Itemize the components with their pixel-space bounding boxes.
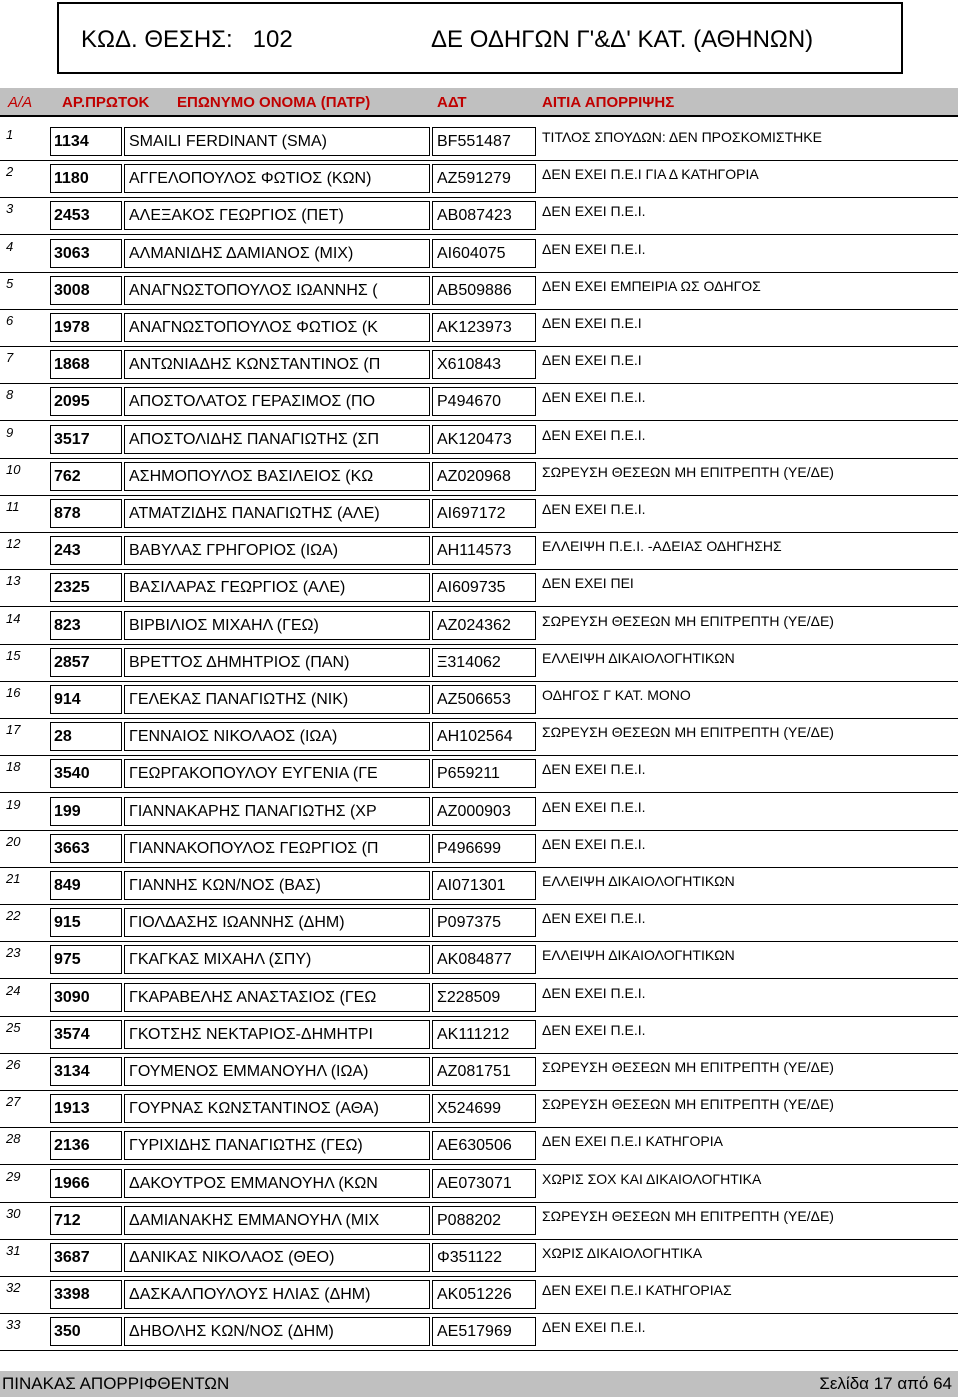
row-number: 33 (6, 1317, 21, 1333)
applicant-name: ΑΠΟΣΤΟΛΑΤΟΣ ΓΕΡΑΣΙΜΟΣ (ΠΟ (124, 387, 430, 416)
table-row (0, 794, 958, 831)
table-row (0, 1314, 958, 1351)
table-row (0, 942, 958, 979)
applicant-name: ΔΑΜΙΑΝΑΚΗΣ ΕΜΜΑΝΟΥΗΛ (ΜΙΧ (124, 1206, 430, 1235)
rejection-reason: ΣΩΡΕΥΣΗ ΘΕΣΕΩΝ ΜΗ ΕΠΙΤΡΕΠΤΗ (ΥΕ/ΔΕ) (538, 1057, 958, 1086)
row-number: 23 (6, 945, 21, 961)
id-number: ΑΙ604075 (432, 239, 536, 268)
footer (0, 1371, 958, 1397)
rejection-reason: ΔΕΝ ΕΧΕΙ Π.Ε.Ι. (538, 1020, 958, 1049)
protocol-number: 28 (50, 722, 122, 751)
protocol-number: 3398 (50, 1280, 122, 1309)
applicant-name: ΓΕΝΝΑΙΟΣ ΝΙΚΟΛΑΟΣ (ΙΩΑ) (124, 722, 430, 751)
row-number: 16 (6, 685, 21, 700)
applicant-name: SMAILI FERDINANT (SMA) (124, 127, 430, 156)
applicant-name: ΓΙΑΝΝΗΣ ΚΩΝ/ΝΟΣ (ΒΑΣ) (124, 871, 430, 900)
table-row (0, 831, 958, 868)
protocol-number: 2136 (50, 1131, 122, 1160)
applicant-name: ΓΙΑΝΝΑΚΟΠΟΥΛΟΣ ΓΕΩΡΓΙΟΣ (Π (124, 834, 430, 863)
applicant-name: ΔΑΚΟΥΤΡΟΣ ΕΜΜΑΝΟΥΗΛ (ΚΩΝ (124, 1169, 430, 1198)
row-number: 26 (6, 1057, 21, 1072)
applicant-name: ΓΚΑΓΚΑΣ ΜΙΧΑΗΛ (ΣΠΥ) (124, 945, 430, 974)
protocol-number: 3540 (50, 759, 122, 788)
row-number: 31 (6, 1243, 21, 1258)
header-reason: ΑΙΤΙΑ ΑΠΟΡΡΙΨΗΣ (542, 94, 675, 111)
id-number: ΑΙ071301 (432, 871, 536, 900)
rejection-reason: ΔΕΝ ΕΧΕΙ Π.Ε.Ι (538, 313, 958, 342)
rejection-reason: ΔΕΝ ΕΧΕΙ Π.Ε.Ι. (538, 797, 958, 826)
protocol-number: 2325 (50, 573, 122, 602)
table-row (0, 682, 958, 719)
applicant-name: ΓΙΑΝΝΑΚΑΡΗΣ ΠΑΝΑΓΙΩΤΗΣ (ΧΡ (124, 797, 430, 826)
row-number: 24 (6, 982, 21, 998)
protocol-number: 3134 (50, 1057, 122, 1086)
applicant-name: ΑΛΕΞΑΚΟΣ ΓΕΩΡΓΙΟΣ (ΠΕΤ) (124, 201, 430, 230)
id-number: ΑΒ087423 (432, 201, 536, 230)
protocol-number: 3663 (50, 834, 122, 863)
id-number: Φ351122 (432, 1243, 536, 1272)
id-number: ΑΚ111212 (432, 1020, 536, 1049)
protocol-number: 914 (50, 685, 122, 714)
id-number: ΑΖ506653 (432, 685, 536, 714)
id-number: Ρ097375 (432, 908, 536, 937)
rejection-reason: ΕΛΛΕΙΨΗ Π.Ε.Ι. -ΑΔΕΙΑΣ ΟΔΗΓΗΣΗΣ (538, 536, 958, 565)
table-row (0, 608, 958, 645)
rejection-reason: ΔΕΝ ΕΧΕΙ Π.Ε.Ι ΚΑΤΗΓΟΡΙΑΣ (538, 1280, 958, 1309)
protocol-number: 199 (50, 797, 122, 826)
rejection-reason: ΔΕΝ ΕΧΕΙ Π.Ε.Ι. (538, 1317, 958, 1346)
applicant-name: ΑΝΤΩΝΙΑΔΗΣ ΚΩΝΣΤΑΝΤΙΝΟΣ (Π (124, 350, 430, 379)
header-name: ΕΠΩΝΥΜΟ ΟΝΟΜΑ (ΠΑΤΡ) (177, 94, 371, 111)
footer-title: ΠΙΝΑΚΑΣ ΑΠΟΡΡΙΦΘΕΝΤΩΝ (2, 1374, 230, 1393)
table-row (0, 310, 958, 347)
id-number: Ρ494670 (432, 387, 536, 416)
applicant-name: ΒΙΡΒΙΛΙΟΣ ΜΙΧΑΗΛ (ΓΕΩ) (124, 611, 430, 640)
protocol-number: 3090 (50, 983, 122, 1012)
table-row (0, 1054, 958, 1091)
table-row (0, 533, 958, 570)
protocol-number: 823 (50, 611, 122, 640)
rejection-reason: ΤΙΤΛΟΣ ΣΠΟΥΔΩΝ: ΔΕΝ ΠΡΟΣΚΟΜΙΣΤΗΚΕ (538, 127, 958, 156)
rejection-reason: ΣΩΡΕΥΣΗ ΘΕΣΕΩΝ ΜΗ ΕΠΙΤΡΕΠΤΗ (ΥΕ/ΔΕ) (538, 611, 958, 640)
header-protocol: ΑΡ.ΠΡΩΤΟΚ (62, 94, 150, 111)
rejection-reason: ΣΩΡΕΥΣΗ ΘΕΣΕΩΝ ΜΗ ΕΠΙΤΡΕΠΤΗ (ΥΕ/ΔΕ) (538, 1094, 958, 1123)
row-number: 5 (6, 275, 14, 291)
applicant-name: ΒΑΒΥΛΑΣ ΓΡΗΓΟΡΙΟΣ (ΙΩΑ) (124, 536, 430, 565)
id-number: Ρ496699 (432, 834, 536, 863)
rejection-reason: ΣΩΡΕΥΣΗ ΘΕΣΕΩΝ ΜΗ ΕΠΙΤΡΕΠΤΗ (ΥΕ/ΔΕ) (538, 462, 958, 491)
id-number: Ρ659211 (432, 759, 536, 788)
applicant-name: ΑΓΓΕΛΟΠΟΥΛΟΣ ΦΩΤΙΟΣ (ΚΩΝ) (124, 164, 430, 193)
rejection-reason: ΕΛΛΕΙΨΗ ΔΙΚΑΙΟΛΟΓΗΤΙΚΩΝ (538, 871, 958, 900)
rejection-reason: ΔΕΝ ΕΧΕΙ Π.Ε.Ι. (538, 425, 958, 454)
id-number: ΑΕ517969 (432, 1317, 536, 1346)
protocol-number: 878 (50, 499, 122, 528)
row-number: 7 (6, 350, 14, 366)
id-number: Ρ088202 (432, 1206, 536, 1235)
id-number: ΑΖ024362 (432, 611, 536, 640)
applicant-name: ΑΝΑΓΝΩΣΤΟΠΟΥΛΟΣ ΦΩΤΙΟΣ (Κ (124, 313, 430, 342)
id-number: Ξ314062 (432, 648, 536, 677)
id-number: BF551487 (432, 127, 536, 156)
applicant-name: ΓΙΟΛΔΑΣΗΣ ΙΩΑΝΝΗΣ (ΔΗΜ) (124, 908, 430, 937)
table-row (0, 1017, 958, 1054)
row-number: 22 (6, 908, 21, 924)
protocol-number: 2095 (50, 387, 122, 416)
table-row (0, 1166, 958, 1203)
id-number: ΑΗ102564 (432, 722, 536, 751)
protocol-number: 1966 (50, 1169, 122, 1198)
table-row (0, 347, 958, 384)
table-header (0, 88, 958, 117)
rejection-reason: ΔΕΝ ΕΧΕΙ Π.Ε.Ι. (538, 983, 958, 1012)
protocol-number: 3063 (50, 239, 122, 268)
table-row (0, 905, 958, 942)
protocol-number: 2453 (50, 201, 122, 230)
protocol-number: 243 (50, 536, 122, 565)
protocol-number: 3517 (50, 425, 122, 454)
position-category: ΔΕ ΟΔΗΓΩΝ Γ'&Δ' ΚΑΤ. (ΑΘΗΝΩΝ) (431, 26, 814, 53)
rejection-reason: ΔΕΝ ΕΧΕΙ ΕΜΠΕΙΡΙΑ ΩΣ ΟΔΗΓΟΣ (538, 276, 958, 305)
applicant-name: ΒΑΣΙΛΑΡΑΣ ΓΕΩΡΓΙΟΣ (ΑΛΕ) (124, 573, 430, 602)
row-number: 1 (6, 127, 14, 142)
id-number: ΑΚ051226 (432, 1280, 536, 1309)
row-number: 18 (6, 759, 21, 775)
table-row (0, 756, 958, 793)
protocol-number: 975 (50, 945, 122, 974)
table-row (0, 273, 958, 310)
id-number: ΑΒ509886 (432, 276, 536, 305)
rejection-reason: ΔΕΝ ΕΧΕΙ Π.Ε.Ι. (538, 387, 958, 416)
id-number: ΑΖ020968 (432, 462, 536, 491)
table-row (0, 384, 958, 421)
protocol-number: 3687 (50, 1243, 122, 1272)
row-number: 30 (6, 1205, 21, 1221)
rejection-reason: ΔΕΝ ΕΧΕΙ Π.Ε.Ι. (538, 499, 958, 528)
rejection-reason: ΧΩΡΙΣ ΣΟΧ ΚΑΙ ΔΙΚΑΙΟΛΟΓΗΤΙΚΑ (538, 1169, 958, 1198)
protocol-number: 2857 (50, 648, 122, 677)
id-number: ΑΖ000903 (432, 797, 536, 826)
title-box (57, 2, 903, 74)
rejection-reason: ΕΛΛΕΙΨΗ ΔΙΚΑΙΟΛΟΓΗΤΙΚΩΝ (538, 945, 958, 974)
rejection-reason: ΣΩΡΕΥΣΗ ΘΕΣΕΩΝ ΜΗ ΕΠΙΤΡΕΠΤΗ (ΥΕ/ΔΕ) (538, 1206, 958, 1235)
row-number: 6 (6, 313, 14, 328)
row-number: 8 (6, 387, 14, 403)
row-number: 10 (6, 461, 21, 477)
protocol-number: 849 (50, 871, 122, 900)
row-number: 2 (6, 164, 14, 180)
row-number: 15 (6, 647, 21, 663)
table-row (0, 868, 958, 905)
id-number: ΑΗ114573 (432, 536, 536, 565)
protocol-number: 350 (50, 1317, 122, 1346)
table-row (0, 1203, 958, 1240)
rejection-reason: ΟΔΗΓΟΣ Γ ΚΑΤ. ΜΟΝΟ (538, 685, 958, 714)
id-number: ΑΖ591279 (432, 164, 536, 193)
page-number: Σελίδα 17 από 64 (819, 1374, 952, 1393)
protocol-number: 915 (50, 908, 122, 937)
row-number: 14 (6, 610, 21, 626)
protocol-number: 1978 (50, 313, 122, 342)
rejection-reason: ΔΕΝ ΕΧΕΙ Π.Ε.Ι ΚΑΤΗΓΟΡΙΑ (538, 1131, 958, 1160)
row-number: 28 (6, 1131, 21, 1147)
applicant-name: ΔΗΒΟΛΗΣ ΚΩΝ/ΝΟΣ (ΔΗΜ) (124, 1317, 430, 1346)
header-no: Α/Α (8, 94, 33, 111)
row-number: 4 (6, 238, 14, 254)
table-row (0, 496, 958, 533)
applicant-name: ΑΣΗΜΟΠΟΥΛΟΣ ΒΑΣΙΛΕΙΟΣ (ΚΩ (124, 462, 430, 491)
protocol-number: 3008 (50, 276, 122, 305)
rejection-reason: ΔΕΝ ΕΧΕΙ Π.Ε.Ι. (538, 201, 958, 230)
applicant-name: ΑΛΜΑΝΙΔΗΣ ΔΑΜΙΑΝΟΣ (ΜΙΧ) (124, 239, 430, 268)
id-number: ΑΚ084877 (432, 945, 536, 974)
table-row (0, 980, 958, 1017)
table-row (0, 1240, 958, 1277)
applicant-name: ΓΟΥΜΕΝΟΣ ΕΜΜΑΝΟΥΗΛ (ΙΩΑ) (124, 1057, 430, 1086)
rejection-reason: ΔΕΝ ΕΧΕΙ Π.Ε.Ι. (538, 908, 958, 937)
applicant-name: ΓΚΑΡΑΒΕΛΗΣ ΑΝΑΣΤΑΣΙΟΣ (ΓΕΩ (124, 983, 430, 1012)
row-number: 19 (6, 796, 21, 812)
id-number: ΑΖ081751 (432, 1057, 536, 1086)
id-number: ΑΚ123973 (432, 313, 536, 342)
rejection-reason: ΔΕΝ ΕΧΕΙ Π.Ε.Ι ΓΙΑ Δ ΚΑΤΗΓΟΡΙΑ (538, 164, 958, 193)
table-row (0, 161, 958, 198)
rejection-reason: ΔΕΝ ΕΧΕΙ Π.Ε.Ι. (538, 834, 958, 863)
protocol-number: 1180 (50, 164, 122, 193)
protocol-number: 1868 (50, 350, 122, 379)
table-row (0, 1091, 958, 1128)
row-number: 13 (6, 573, 21, 589)
applicant-name: ΑΝΑΓΝΩΣΤΟΠΟΥΛΟΣ ΙΩΑΝΝΗΣ ( (124, 276, 430, 305)
id-number: ΑΙ609735 (432, 573, 536, 602)
id-number: Σ228509 (432, 983, 536, 1012)
applicant-name: ΓΕΩΡΓΑΚΟΠΟΥΛΟΥ ΕΥΓΕΝΙΑ (ΓΕ (124, 759, 430, 788)
row-number: 12 (6, 536, 21, 552)
protocol-number: 3574 (50, 1020, 122, 1049)
table-row (0, 422, 958, 459)
row-number: 32 (6, 1280, 21, 1296)
id-number: ΑΕ073071 (432, 1169, 536, 1198)
protocol-number: 762 (50, 462, 122, 491)
row-number: 29 (6, 1168, 21, 1184)
row-number: 17 (6, 722, 21, 738)
row-number: 3 (6, 201, 14, 217)
table-row (0, 719, 958, 756)
applicant-name: ΓΥΡΙΧΙΔΗΣ ΠΑΝΑΓΙΩΤΗΣ (ΓΕΩ) (124, 1131, 430, 1160)
rejection-reason: ΔΕΝ ΕΧΕΙ Π.Ε.Ι. (538, 239, 958, 268)
table-row (0, 1277, 958, 1314)
header-adt: ΑΔΤ (437, 94, 467, 111)
id-number: ΑΙ697172 (432, 499, 536, 528)
id-number: Χ610843 (432, 350, 536, 379)
id-number: Χ524699 (432, 1094, 536, 1123)
table-row (0, 645, 958, 682)
applicant-name: ΓΟΥΡΝΑΣ ΚΩΝΣΤΑΝΤΙΝΟΣ (ΑΘΑ) (124, 1094, 430, 1123)
table-row (0, 570, 958, 607)
rejection-reason: ΕΛΛΕΙΨΗ ΔΙΚΑΙΟΛΟΓΗΤΙΚΩΝ (538, 648, 958, 677)
row-number: 20 (6, 833, 21, 849)
rejection-reason: ΔΕΝ ΕΧΕΙ Π.Ε.Ι (538, 350, 958, 379)
applicant-name: ΓΕΛΕΚΑΣ ΠΑΝΑΓΙΩΤΗΣ (ΝΙΚ) (124, 685, 430, 714)
applicant-name: ΔΑΝΙΚΑΣ ΝΙΚΟΛΑΟΣ (ΘΕΟ) (124, 1243, 430, 1272)
row-number: 25 (6, 1019, 21, 1035)
row-number: 21 (6, 871, 21, 886)
rejection-reason: ΣΩΡΕΥΣΗ ΘΕΣΕΩΝ ΜΗ ΕΠΙΤΡΕΠΤΗ (ΥΕ/ΔΕ) (538, 722, 958, 751)
rejection-reason: ΔΕΝ ΕΧΕΙ Π.Ε.Ι. (538, 759, 958, 788)
row-number: 11 (6, 499, 20, 514)
table-row (0, 236, 958, 273)
protocol-number: 1913 (50, 1094, 122, 1123)
applicant-name: ΒΡΕΤΤΟΣ ΔΗΜΗΤΡΙΟΣ (ΠΑΝ) (124, 648, 430, 677)
rejection-reason: ΧΩΡΙΣ ΔΙΚΑΙΟΛΟΓΗΤΙΚΑ (538, 1243, 958, 1272)
row-number: 9 (6, 424, 14, 440)
applicant-name: ΑΠΟΣΤΟΛΙΔΗΣ ΠΑΝΑΓΙΩΤΗΣ (ΣΠ (124, 425, 430, 454)
id-number: ΑΕ630506 (432, 1131, 536, 1160)
applicant-name: ΓΚΟΤΣΗΣ ΝΕΚΤΑΡΙΟΣ-ΔΗΜΗΤΡΙ (124, 1020, 430, 1049)
table-row (0, 198, 958, 235)
rejection-reason: ΔΕΝ ΕΧΕΙ ΠΕΙ (538, 573, 958, 602)
applicant-name: ΑΤΜΑΤΖΙΔΗΣ ΠΑΝΑΓΙΩΤΗΣ (ΑΛΕ) (124, 499, 430, 528)
position-code: ΚΩΔ. ΘΕΣΗΣ: 102 (81, 26, 293, 53)
table-row (0, 124, 958, 161)
table-row (0, 1128, 958, 1165)
row-number: 27 (6, 1094, 21, 1110)
protocol-number: 712 (50, 1206, 122, 1235)
id-number: ΑΚ120473 (432, 425, 536, 454)
protocol-number: 1134 (50, 127, 122, 156)
table-row (0, 459, 958, 496)
applicant-name: ΔΑΣΚΑΛΠΟΥΛΟΥΣ ΗΛΙΑΣ (ΔΗΜ) (124, 1280, 430, 1309)
